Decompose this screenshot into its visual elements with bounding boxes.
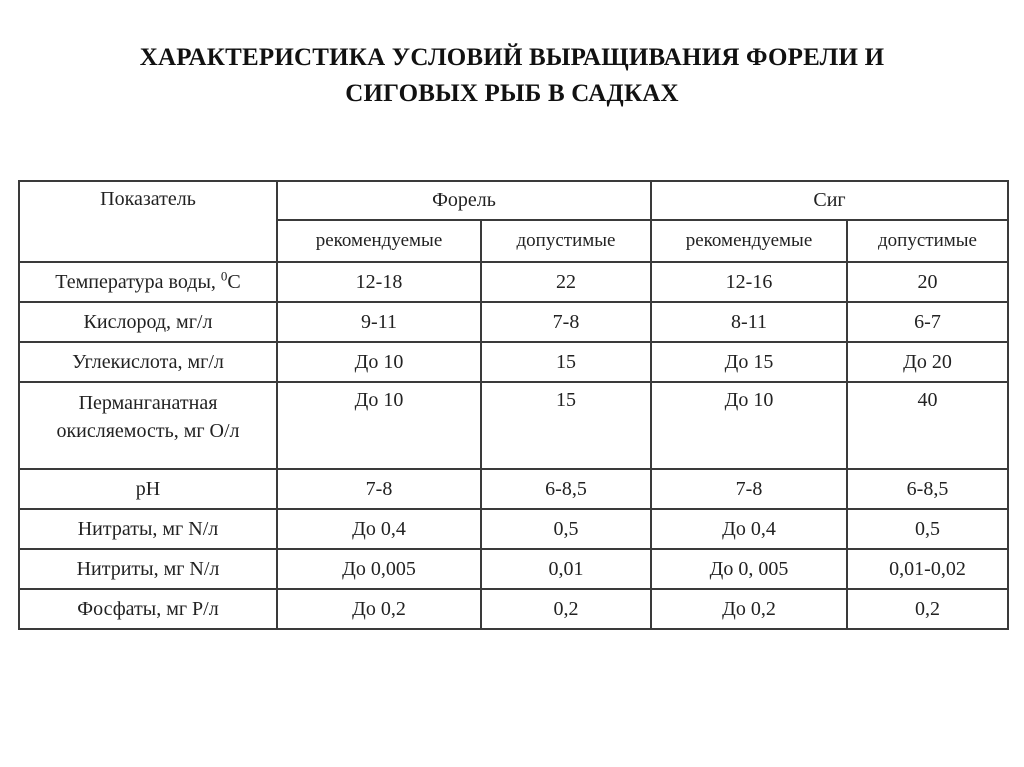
slide-title-line-2: СИГОВЫХ РЫБ В САДКАХ [345,80,679,107]
row-cell: До 20 [847,342,1008,382]
row-cell: До 10 [277,382,481,469]
table-header-group-row [19,181,1008,220]
row-param: Нитриты, мг N/л [19,549,277,589]
row-cell: 9-11 [277,302,481,342]
row-param: Фосфаты, мг Р/л [19,589,277,629]
row-param [19,262,277,302]
row-cell: До 0, 005 [651,549,847,589]
header-sub-whitefish-recommended: рекомендуемые [651,220,847,262]
slide-title [40,40,984,112]
conditions-table [18,180,1009,630]
row-cell: До 10 [651,382,847,469]
row-cell: 20 [847,262,1008,302]
row-cell: 6-8,5 [481,469,651,509]
row-cell: До 15 [651,342,847,382]
row-param: Углекислота, мг/л [19,342,277,382]
table-row [19,382,1008,469]
row-cell: 12-16 [651,262,847,302]
table-row [19,302,1008,342]
table-row [19,549,1008,589]
row-cell: До 0,2 [277,589,481,629]
row-cell: 0,01-0,02 [847,549,1008,589]
row-cell: 15 [481,342,651,382]
row-cell: 0,5 [847,509,1008,549]
row-cell: 22 [481,262,651,302]
row-param-line-2: окисляемость, мг О/л [56,420,240,442]
row-cell: 0,2 [847,589,1008,629]
row-param: Кислород, мг/л [19,302,277,342]
header-sub-trout-recommended: рекомендуемые [277,220,481,262]
header-param: Показатель [19,181,277,262]
table-row [19,342,1008,382]
row-cell: До 0,4 [277,509,481,549]
row-cell: 40 [847,382,1008,469]
row-param-line-1: Перманганатная [78,392,218,414]
row-param-text: Температура воды, [55,270,221,293]
row-cell: 12-18 [277,262,481,302]
header-sub-trout-allowed: допустимые [481,220,651,262]
row-cell: До 10 [277,342,481,382]
row-param-superscript: 0 [220,267,228,283]
row-cell: До 0,4 [651,509,847,549]
header-group-trout: Форель [277,181,651,220]
row-cell: До 0,005 [277,549,481,589]
row-cell: 15 [481,382,651,469]
row-param-suffix: С [227,270,241,293]
table-row [19,469,1008,509]
row-cell: До 0,2 [651,589,847,629]
row-cell: 8-11 [651,302,847,342]
table-row [19,262,1008,302]
header-group-whitefish: Сиг [651,181,1008,220]
row-cell: 0,01 [481,549,651,589]
row-cell: 0,5 [481,509,651,549]
row-param: pH [19,469,277,509]
header-sub-whitefish-allowed: допустимые [847,220,1008,262]
row-cell: 6-8,5 [847,469,1008,509]
row-cell: 7-8 [651,469,847,509]
table-row [19,589,1008,629]
row-cell: 7-8 [481,302,651,342]
slide-title-line-1: ХАРАКТЕРИСТИКА УСЛОВИЙ ВЫРАЩИВАНИЯ ФОРЕЛИ И [139,44,885,71]
row-cell: 6-7 [847,302,1008,342]
table-row [19,509,1008,549]
row-cell: 7-8 [277,469,481,509]
row-param: Нитраты, мг N/л [19,509,277,549]
row-cell: 0,2 [481,589,651,629]
row-param [19,382,277,469]
